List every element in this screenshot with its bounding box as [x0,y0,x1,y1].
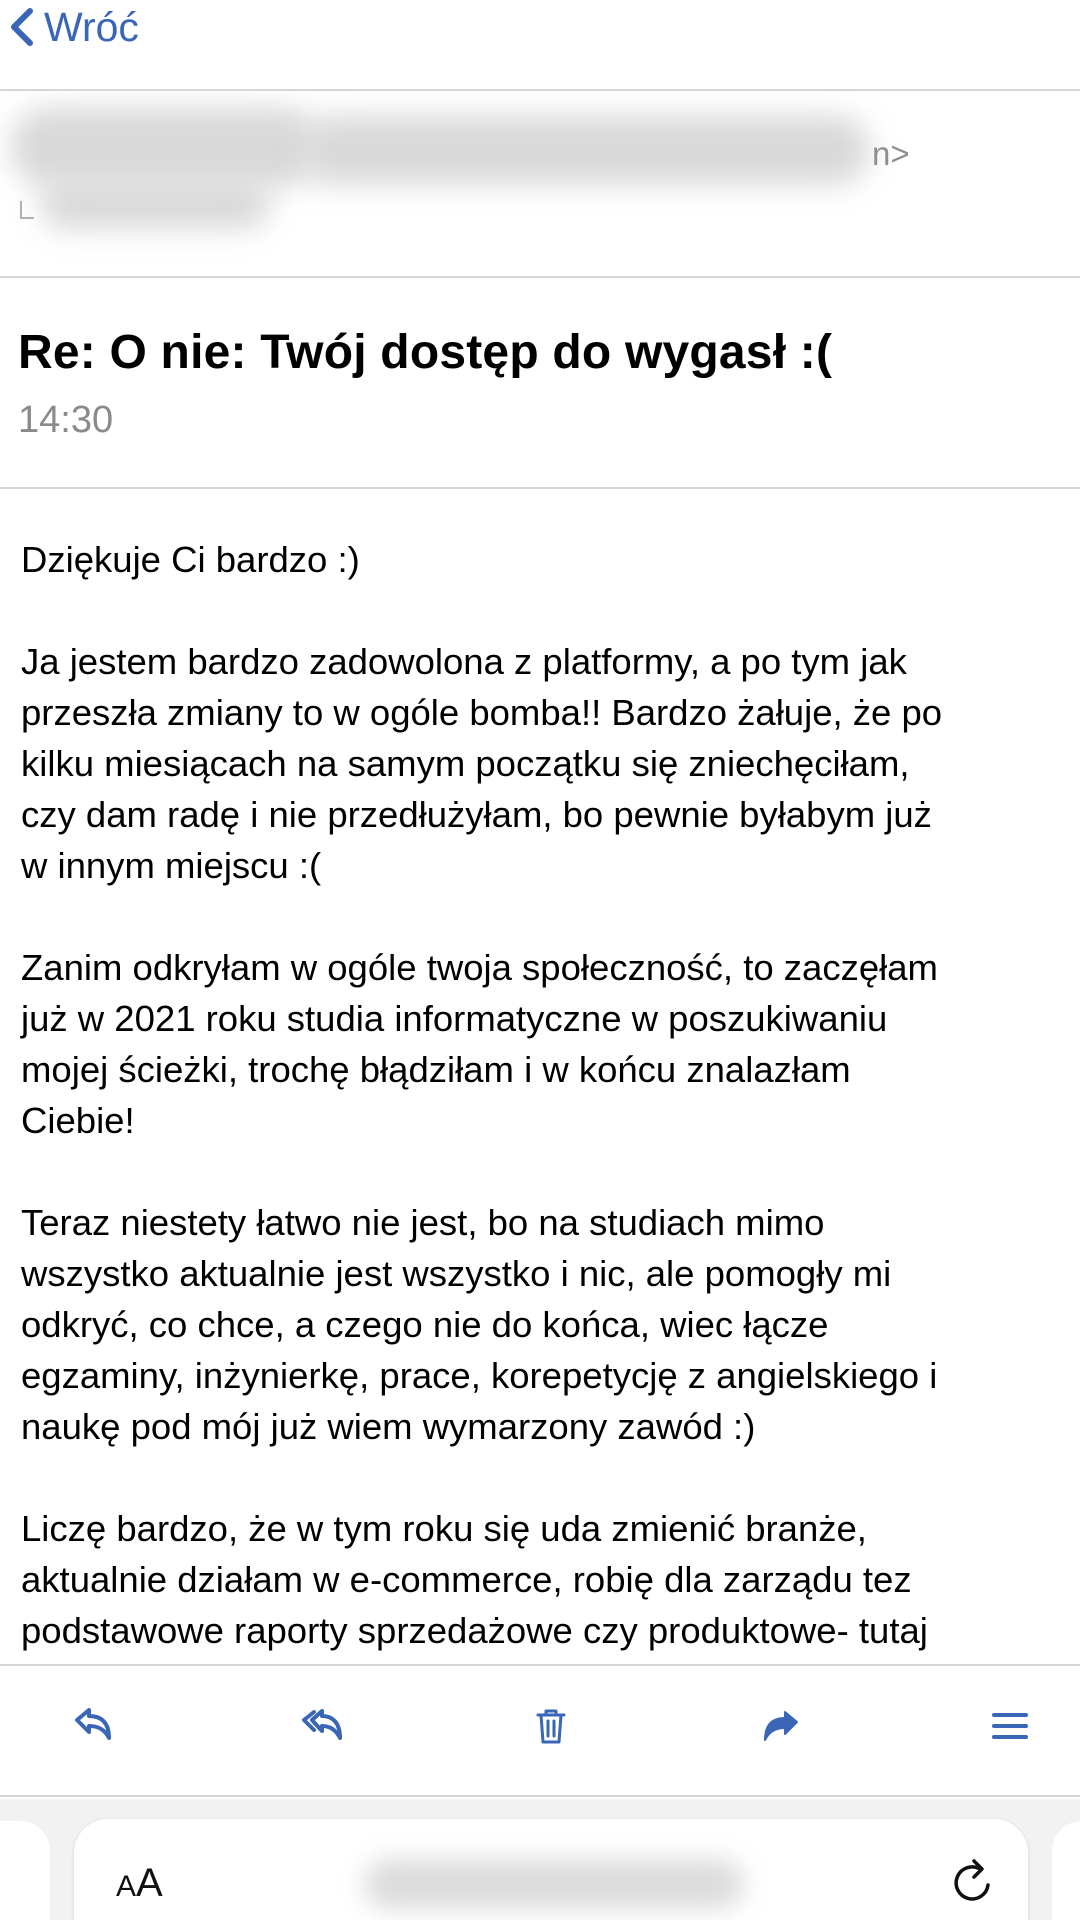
sender-address-tail: n> [872,135,910,172]
message-paragraph [21,1197,1060,1452]
top-navbar [0,0,1080,91]
chevron-left-icon [8,7,36,47]
message-paragraph [21,1503,1060,1656]
message-line: czy dam radę i nie przedłużyłam, bo pewnie byłabym już [21,794,932,835]
text-size-button[interactable]: AA [116,1861,163,1905]
reply-icon [71,1704,115,1748]
subject-section [0,278,1080,489]
message-line: naukę pod mój już wiem wymarzony zawód :) [21,1406,756,1447]
back-label: Wróć [44,3,139,50]
message-line: Ja jestem bardzo zadowolona z platformy, a po tym jak [21,641,907,682]
message-text [0,490,1080,1656]
delete-button[interactable] [519,1694,583,1758]
message-line: egzaminy, inżynierkę, prace, korepetycję z angielskiego i [21,1355,938,1396]
message-paragraph [21,942,1060,1146]
message-line: Zanim odkryłam w ogóle twoja społeczność, to zaczęłam [21,947,938,988]
message-line: odkryć, co chce, a czego nie do końca, wiec łącze [21,1304,829,1345]
trash-icon [529,1704,573,1748]
menu-icon [988,1704,1032,1748]
reply-all-icon [300,1704,344,1748]
message-line: Teraz niestety łatwo nie jest, bo na studiach mimo [21,1202,825,1243]
message-line: mojej ścieżki, trochę błądziłam i w końcu znalazłam [21,1049,851,1090]
message-line: Dziękuje Ci bardzo :) [21,539,360,580]
next-tab-peek[interactable] [1052,1821,1080,1920]
message-time: 14:30 [18,399,114,441]
mail-toolbar [0,1664,1080,1797]
redacted-sender-address [300,115,870,185]
message-line: Ciebie! [21,1100,135,1141]
message-line: podstawowe raporty sprzedażowe czy produktowe- tutaj [21,1610,928,1651]
message-line: kilku miesiącach na samym początku się zniechęciłam, [21,743,910,784]
back-button[interactable] [8,0,139,54]
more-button[interactable] [978,1694,1042,1758]
message-paragraph [21,636,1060,891]
reload-icon[interactable] [950,1855,998,1907]
redacted-recipient [40,179,270,229]
previous-tab-peek[interactable] [0,1821,50,1920]
forward-icon [759,1704,803,1748]
message-line: aktualnie działam w e-commerce, robię dla zarządu tez [21,1559,912,1600]
reply-button[interactable] [61,1694,125,1758]
reply-all-button[interactable] [290,1694,354,1758]
browser-bottom-bar [0,1799,1080,1920]
message-line: w innym miejscu :( [21,845,322,886]
message-paragraph [21,534,1060,585]
sender-glyph [20,201,34,219]
subject-title: Re: O nie: Twój dostęp do wygasł :( [18,326,833,379]
message-line: Liczę bardzo, że w tym roku się uda zmienić branże, [21,1508,867,1549]
message-line: już w 2021 roku studia informatyczne w poszukiwaniu [21,998,888,1039]
forward-button[interactable] [749,1694,813,1758]
sender-header[interactable] [0,91,1080,278]
message-body[interactable] [0,490,1080,1664]
redacted-url [364,1859,744,1909]
message-line: przeszła zmiany to w ogóle bomba!! Bardzo żałuje, że po [21,692,943,733]
message-line: wszystko aktualnie jest wszystko i nic, ale pomogły mi [21,1253,892,1294]
redacted-sender-name [10,107,320,187]
address-bar[interactable] [74,1819,1028,1920]
